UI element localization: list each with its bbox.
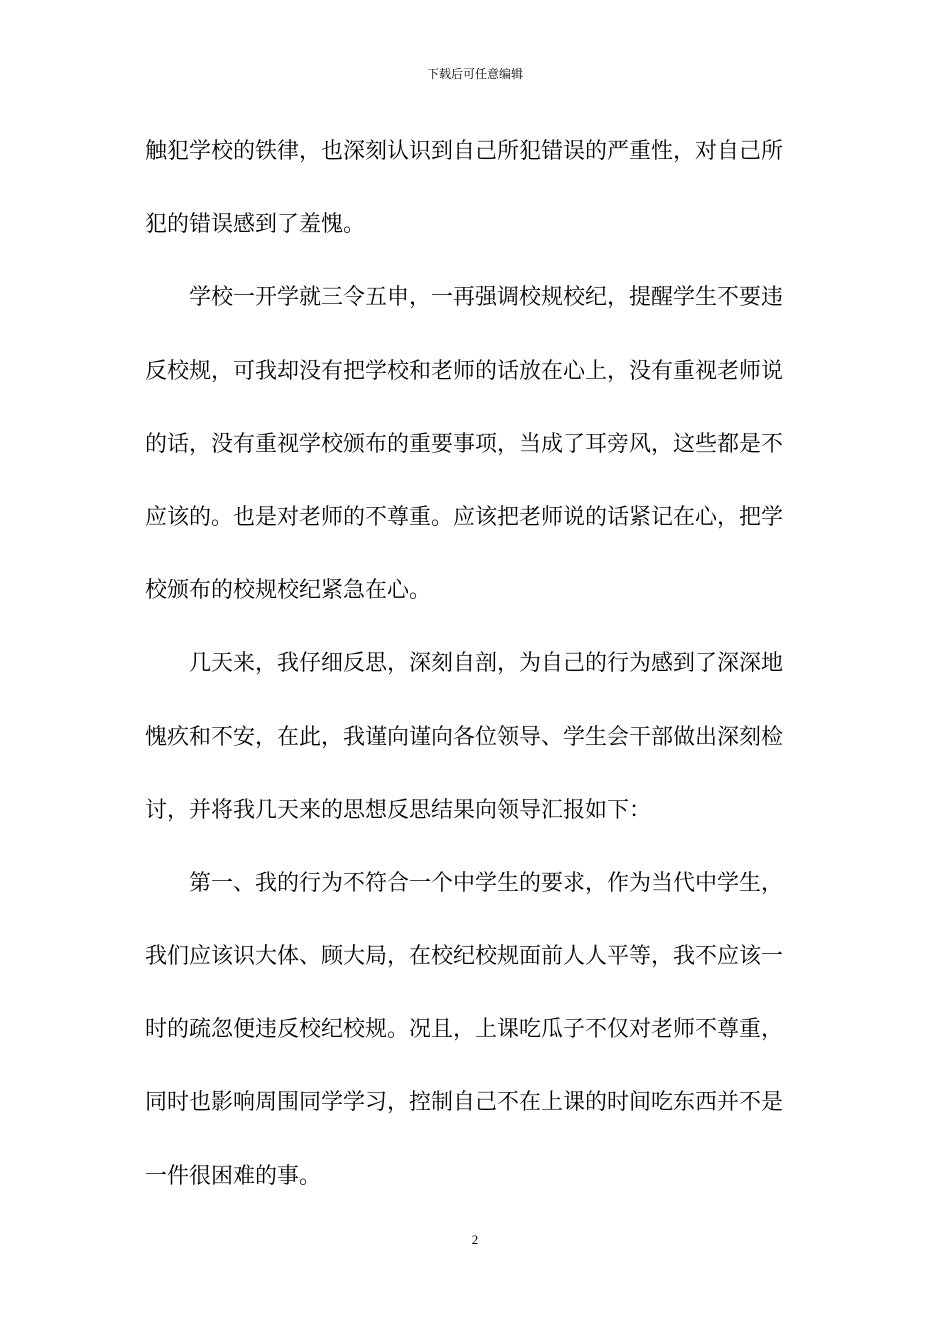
- text-line: 我们应该识大体、顾大局，在校纪校规面前人人平等，我不应该一: [145, 944, 784, 970]
- text-line: 愧疚和不安，在此，我谨向谨向各位领导、学生会干部做出深刻检: [145, 724, 784, 750]
- text-line: 一件很困难的事。: [145, 1163, 322, 1189]
- page-number: 2: [471, 1232, 479, 1247]
- text-line: 反校规，可我却没有把学校和老师的话放在心上，没有重视老师说: [145, 358, 784, 384]
- text-line: 学校一开学就三令五申，一再强调校规校纪，提醒学生不要违: [145, 285, 784, 311]
- text-line: 的话，没有重视学校颁布的重要事项，当成了耳旁风，这些都是不: [145, 431, 784, 457]
- text-line: 同时也影响周围同学学习，控制自己不在上课的时间吃东西并不是: [145, 1090, 784, 1116]
- text-line: 校颁布的校规校纪紧急在心。: [145, 578, 432, 604]
- text-line: 第一、我的行为不符合一个中学生的要求，作为当代中学生，: [145, 870, 784, 896]
- text-line: 讨，并将我几天来的思想反思结果向领导汇报如下：: [145, 797, 652, 823]
- text-line: 应该的。也是对老师的不尊重。应该把老师说的话紧记在心，把学: [145, 504, 784, 530]
- page-header: 下载后可任意编辑: [426, 67, 523, 81]
- text-line: 时的疏忽便违反校纪校规。况且，上课吃瓜子不仅对老师不尊重，: [145, 1017, 784, 1043]
- document-body: [145, 127, 810, 1225]
- text-line: 触犯学校的铁律，也深刻认识到自己所犯错误的严重性，对自己所: [145, 139, 784, 164]
- text-line: 犯的错误感到了羞愧。: [145, 212, 366, 238]
- text-line: 几天来，我仔细反思，深刻自剖，为自己的行为感到了深深地: [145, 651, 784, 677]
